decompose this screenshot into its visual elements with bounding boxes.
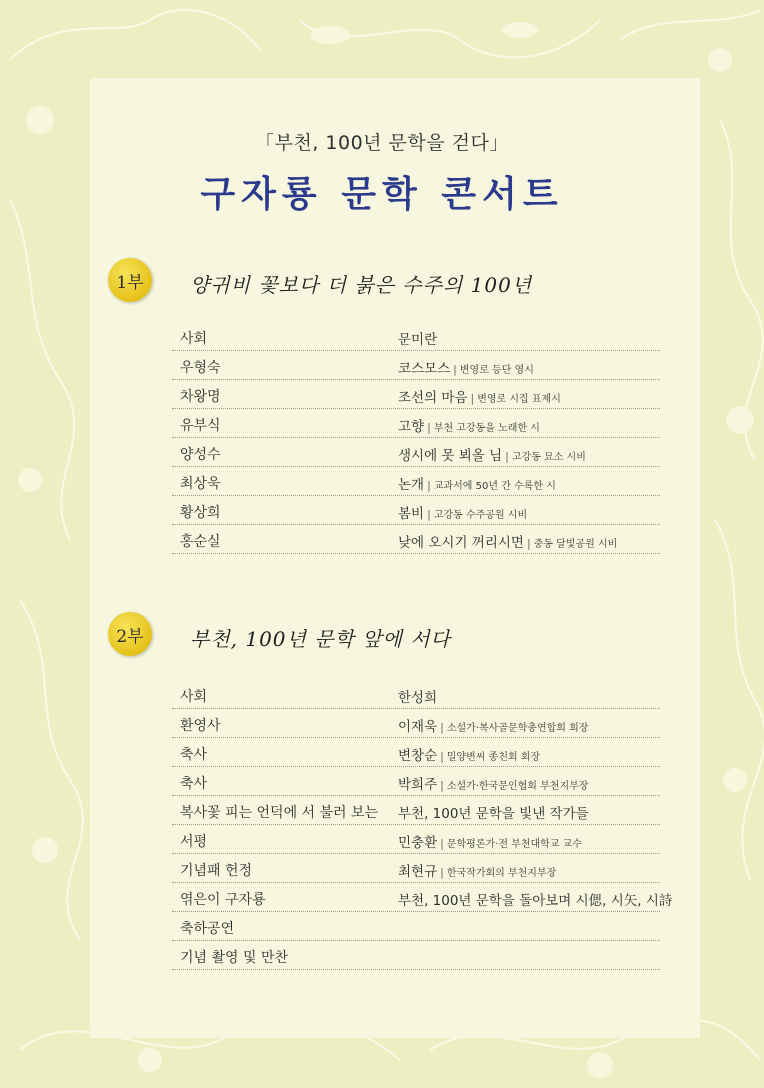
part1-program-list xyxy=(172,322,660,554)
separator: | xyxy=(470,392,475,405)
program-row xyxy=(172,380,660,409)
program-role: 유부식 xyxy=(180,418,221,434)
separator: | xyxy=(440,779,444,792)
program-row xyxy=(172,767,660,796)
program-row xyxy=(172,883,673,912)
program-role: 우형숙 xyxy=(180,360,221,376)
program-role: 차왕명 xyxy=(180,389,221,405)
program-role: 서평 xyxy=(180,834,208,850)
part1-title: 양귀비 꽃보다 더 붉은 수주의 100년 xyxy=(190,273,533,297)
program-role: 황상희 xyxy=(180,505,221,521)
program-note: 교과서에 50년 간 수록한 시 xyxy=(433,481,556,492)
program-row xyxy=(172,409,660,438)
program-role: 기념 촬영 및 만찬 xyxy=(180,950,289,966)
program-detail xyxy=(398,502,527,522)
separator: | xyxy=(505,450,509,463)
event-subtitle: 「부천, 100년 문학을 걷다」 xyxy=(255,132,509,154)
program-row xyxy=(172,438,660,467)
program-name: 봄비 xyxy=(398,506,425,522)
program-name: 고향 xyxy=(398,419,425,435)
program-name: 변창순 xyxy=(398,748,438,764)
program-role: 복사꽃 피는 언덕에 서 불러 보는 xyxy=(180,805,379,821)
program-detail xyxy=(398,686,437,706)
program-role: 엮은이 구자룡 xyxy=(180,892,266,908)
program-detail xyxy=(398,328,437,348)
program-name: 코스모스 xyxy=(398,361,451,377)
part2-title: 부천, 100년 문학 앞에 서다 xyxy=(190,627,451,651)
program-row xyxy=(172,496,660,525)
program-role: 홍순실 xyxy=(180,534,221,550)
separator: | xyxy=(440,721,444,734)
program-note: 부천 고강동을 노래한 시 xyxy=(433,423,540,434)
program-role: 사회 xyxy=(180,689,208,705)
program-role: 기념패 헌정 xyxy=(180,863,253,879)
program-role: 축하공연 xyxy=(180,921,235,937)
program-role: 축사 xyxy=(180,776,208,792)
part1-badge: 1부 xyxy=(108,258,152,302)
program-row xyxy=(172,709,660,738)
program-name: 부천, 100년 문학을 빛낸 작가들 xyxy=(398,806,589,822)
program-row xyxy=(172,738,660,767)
program-detail xyxy=(398,802,589,822)
program-role: 환영사 xyxy=(180,718,221,734)
program-name: 이재욱 xyxy=(398,719,438,735)
part2-program-list xyxy=(172,680,673,970)
program-row xyxy=(172,525,660,554)
program-detail xyxy=(398,473,556,493)
program-row xyxy=(172,322,660,351)
program-detail xyxy=(398,531,617,551)
program-detail xyxy=(398,357,534,377)
program-note: 밀양변씨 종친회 회장 xyxy=(446,752,541,763)
program-note: 한국작가회의 부천지부장 xyxy=(446,868,557,879)
program-role: 최상욱 xyxy=(180,476,221,492)
program-detail xyxy=(398,715,588,735)
program-name: 민충환 xyxy=(398,835,438,851)
program-row xyxy=(172,941,660,970)
program-row xyxy=(172,680,660,709)
program-role: 사회 xyxy=(180,331,208,347)
program-name: 박희주 xyxy=(398,777,438,793)
separator: | xyxy=(526,537,531,550)
program-note: 변영로 등단 영시 xyxy=(459,365,534,376)
separator: | xyxy=(427,479,431,492)
program-row xyxy=(172,825,660,854)
program-name: 부천, 100년 문학을 돌아보며 시偲, 시矢, 시詩 xyxy=(398,893,673,909)
separator: | xyxy=(427,508,431,521)
program-detail xyxy=(398,860,556,880)
program-name: 한성희 xyxy=(398,690,438,706)
program-detail xyxy=(398,744,540,764)
program-note: 중동 달빛공원 시비 xyxy=(533,539,618,550)
event-title: 구자룡 문학 콘서트 xyxy=(200,174,564,215)
program-name: 최현규 xyxy=(398,864,438,880)
program-name: 논개 xyxy=(398,477,425,493)
separator: | xyxy=(440,750,444,763)
program-note: 소설가·복사골문학총연합회 회장 xyxy=(446,723,589,734)
program-note: 문학평론가·전 부천대학교 교수 xyxy=(446,839,582,850)
program-name: 조선의 마음 xyxy=(398,390,468,406)
program-name: 문미란 xyxy=(398,332,438,348)
program-note: 소설가·한국문인협회 부천지부장 xyxy=(446,781,589,792)
separator: | xyxy=(427,421,431,434)
program-row xyxy=(172,796,660,825)
separator: | xyxy=(453,363,457,376)
program-note: 변영로 시집 표제시 xyxy=(477,394,561,405)
program-name: 생시에 못 뵈올 님 xyxy=(398,448,503,464)
program-role: 양성수 xyxy=(180,447,221,463)
program-role: 축사 xyxy=(180,747,208,763)
program-row xyxy=(172,467,660,496)
program-detail xyxy=(398,831,582,851)
program-detail xyxy=(398,415,540,435)
program-detail xyxy=(398,773,588,793)
part2-badge: 2부 xyxy=(108,612,152,656)
program-detail xyxy=(398,889,672,909)
program-note: 고강동 묘소 시비 xyxy=(511,452,586,463)
separator: | xyxy=(440,866,444,879)
program-row xyxy=(172,351,660,380)
program-name: 낮에 오시기 꺼리시면 xyxy=(398,535,524,551)
separator: | xyxy=(440,837,444,850)
program-row xyxy=(172,854,660,883)
program-row xyxy=(172,912,660,941)
program-detail xyxy=(398,386,561,406)
program-note: 고강동 수주공원 시비 xyxy=(433,510,528,521)
program-detail xyxy=(398,444,586,464)
